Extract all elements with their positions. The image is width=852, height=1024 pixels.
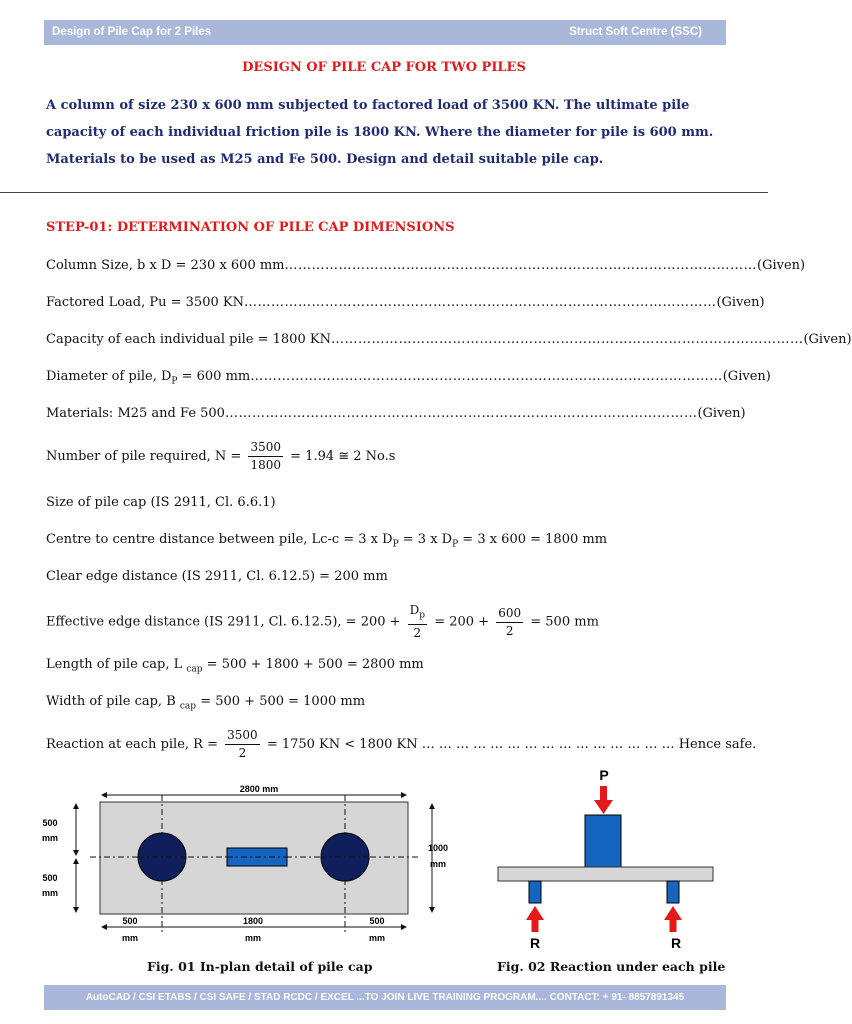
- right-reaction-arrow: [664, 906, 682, 932]
- dim-bot-right-label-2: mm: [368, 933, 386, 943]
- leader-dots: ……………………………………………………………………………………………: [224, 406, 698, 421]
- given-text: Factored Load, Pu = 3500 KN: [46, 295, 244, 310]
- given-materials: [46, 406, 746, 421]
- eff-fraction-2: $\frac{600}{2}$: [498, 605, 522, 638]
- dim-bot-left-label-1: 500: [122, 916, 138, 926]
- leader-dots: ……………………………………………………………………………………………: [330, 332, 804, 347]
- given-text: Materials: M25 and Fe 500: [46, 406, 225, 421]
- dim-right-label-2: mm: [429, 859, 447, 869]
- reaction-each-pile: Reaction at each pile, R = $\frac{3500}{2}$ = 1750 KN < 1800 KN … … … … … … … … … … … … … … … Hence safe.: [46, 728, 757, 760]
- number-of-piles-equation: Number of pile required, N = $\frac{3500}{1800}$ = 1.94 ≅ 2 No.s: [46, 440, 396, 472]
- given-text: Capacity of each individual pile = 1800 KN: [46, 332, 331, 347]
- fig-01-caption: Fig. 01 In-plan detail of pile cap: [147, 959, 373, 974]
- given-tag: (Given): [757, 258, 806, 273]
- page-header: [44, 20, 726, 45]
- leader-dots: ……………………………………………………………………………………………: [284, 258, 758, 273]
- page-footer: AutoCAD / CSI ETABS / CSI SAFE / STAD RCDC / EXCEL ...TO JOIN LIVE TRAINING PROGRAM.... CONTACT: + 91- 8857891345: [44, 985, 726, 1010]
- leader-dots: ……………………………………………………………………………………………: [250, 369, 723, 384]
- header-left-title: Design of Pile Cap for 2 Piles: [52, 26, 212, 38]
- dim-left-top-label-1: 500: [42, 818, 58, 828]
- document-title: DESIGN OF PILE CAP FOR TWO PILES: [242, 60, 526, 75]
- dim-left-bot-label-2: mm: [41, 888, 59, 898]
- left-reaction-arrow: [526, 906, 544, 932]
- npile-fraction: $\frac{3500}{1800}$: [250, 440, 282, 472]
- section-divider: [0, 192, 768, 193]
- load-label-p: P: [599, 767, 609, 783]
- length-of-pile-cap: Length of pile cap, L $_{cap}$ = 500 + 1800 + 500 = 2800 mm: [46, 657, 424, 675]
- given-tag: (Given): [722, 369, 771, 384]
- column-elevation: [585, 815, 621, 867]
- leader-dots: ……………………………………………………………………………………………: [243, 295, 717, 310]
- eff-fraction-1: $\frac{D_p}{2}$: [409, 603, 426, 641]
- given-tag: (Given): [803, 332, 852, 347]
- right-pile-elevation: [667, 881, 679, 903]
- fig-01-plan-drawing: [40, 775, 449, 950]
- given-text: Column Size, b x D = 230 x 600 mm: [46, 258, 285, 273]
- reaction-label-right: R: [670, 935, 682, 951]
- given-column-size: [46, 258, 806, 273]
- dim-bot-left-label-2: mm: [121, 933, 139, 943]
- pile-cap-elevation: [498, 867, 713, 881]
- dim-bot-mid-label-2: mm: [244, 933, 262, 943]
- dim-left-top-label-2: mm: [41, 833, 59, 843]
- problem-statement: A column of size 230 x 600 mm subjected to factored load of 3500 KN. The ultimate pile capacity of each individual friction pile is 1800 KN. Where the diameter for pile is 600 mm. Materials to be used as M25 and Fe 500. Design and detail suitable pile cap.: [46, 98, 714, 167]
- given-tag: (Given): [697, 406, 746, 421]
- given-text: Diameter of pile, $D_P = 600$ mm: [46, 369, 251, 387]
- load-arrow-head: [594, 800, 613, 814]
- dim-top-label: 2800 mm: [239, 784, 279, 794]
- step-01-heading: STEP-01: DETERMINATION OF PILE CAP DIMENSIONS: [46, 220, 455, 235]
- size-of-pile-cap-ref: Size of pile cap (IS 2911, Cl. 6.6.1): [46, 495, 276, 510]
- left-pile-elevation: [529, 881, 541, 903]
- reaction-label-left: R: [529, 935, 541, 951]
- header-right-title: Struct Soft Centre (SSC): [569, 26, 702, 38]
- centre-to-centre-distance: Centre to centre distance between pile, Lc-c = 3 x $D_P = 3$ x $D_P = 3$ x 600 = 1800 mm: [46, 532, 608, 550]
- dim-bot-right-label-1: 500: [369, 916, 385, 926]
- dim-right-label-1: 1000: [427, 843, 449, 853]
- load-arrow-shaft: [600, 786, 607, 802]
- given-pile-capacity: [46, 332, 852, 347]
- reaction-fraction: $\frac{3500}{2}$: [227, 728, 258, 760]
- dim-bot-mid-label-1: 1800: [242, 916, 264, 926]
- fig-02-reaction-drawing: [490, 760, 730, 955]
- clear-edge-distance: Clear edge distance (IS 2911, Cl. 6.12.5) = 200 mm: [46, 569, 388, 584]
- given-tag: (Given): [716, 295, 765, 310]
- fig-02-caption: Fig. 02 Reaction under each pile: [497, 959, 726, 974]
- given-factored-load: [46, 295, 765, 310]
- effective-edge-distance: Effective edge distance (IS 2911, Cl. 6.12.5), = 200 + $\frac{D_p}{2}$ = 200 + $\frac{600}{2}$ = 500 mm: [46, 603, 599, 641]
- dim-left-bot-label-1: 500: [42, 873, 58, 883]
- given-pile-diameter: [46, 369, 771, 387]
- width-of-pile-cap: Width of pile cap, B $_{cap}$ = 500 + 500 = 1000 mm: [46, 694, 366, 712]
